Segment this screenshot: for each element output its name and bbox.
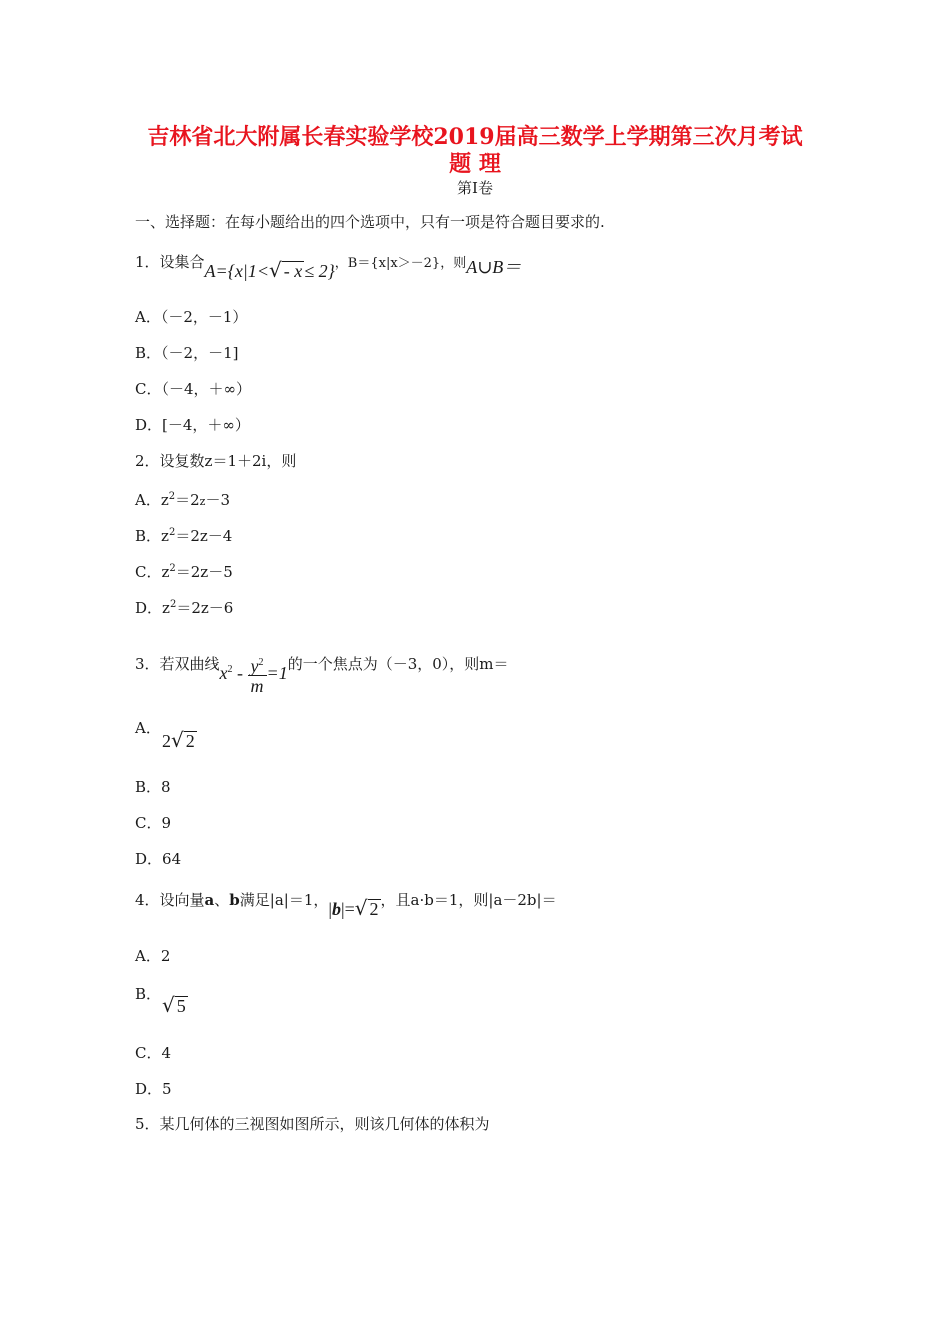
question-2-option-a: [135, 487, 230, 512]
question-4-prefix: 4．设向量: [135, 891, 205, 909]
set-a-radicand: - x: [283, 261, 303, 281]
fraction-denominator: m: [250, 676, 264, 696]
question-2-option-b: [135, 523, 232, 546]
y-exponent: 2: [258, 657, 264, 668]
question-4-option-b-value: [162, 995, 188, 1017]
hyperbola-equation: [219, 656, 288, 696]
norm-b-expression: [328, 896, 380, 920]
question-4-option-a: A．2: [135, 947, 171, 965]
question-3-stem: [135, 644, 509, 696]
question-3-option-a-label: A．: [135, 719, 161, 737]
option-d-exponent: 2: [169, 599, 177, 610]
question-4-suffix: ，且a·b＝1，则|a－2b|＝: [380, 891, 557, 909]
option-a-exponent: 2: [168, 491, 176, 502]
norm-b-radicand: 2: [369, 899, 379, 919]
x-exponent: 2: [227, 664, 233, 676]
question-1-prefix: 1．设集合: [135, 253, 205, 271]
question-1-option-a: A．（－2，－1）: [135, 308, 248, 326]
union-expression: A∪B＝: [466, 257, 522, 277]
option-c-rest: ＝2z－5: [175, 563, 233, 581]
set-b-expression: ，B＝{x|x＞－2}，则: [334, 256, 467, 271]
option-b-label: B．z: [135, 527, 169, 545]
set-a-expression: [204, 258, 335, 282]
radical-sign-icon: √: [171, 728, 184, 752]
option-c-label: C．z: [135, 563, 170, 581]
option-a-small-z: z: [199, 495, 206, 508]
question-4-stem: [135, 888, 557, 920]
equals-one: =1: [266, 663, 288, 684]
x-term: x: [219, 663, 228, 684]
vector-a: a: [204, 891, 215, 909]
question-4-option-c: C．4: [135, 1044, 172, 1062]
numerator-y: y: [250, 656, 259, 676]
section-heading: 一、选择题：在每小题给出的四个选项中，只有一项是符合题目要求的.: [135, 213, 605, 231]
set-a-right: ≤ 2}: [304, 261, 335, 281]
minus-sign: -: [232, 663, 248, 684]
question-4-option-b-label: B．: [135, 985, 162, 1003]
question-3-option-b: B．8: [135, 778, 171, 796]
option-a-equals: ＝2: [175, 491, 200, 509]
question-1-option-b: B．（－2，－1]: [135, 344, 239, 362]
set-a-middle: ={x|1<: [215, 261, 269, 281]
option-a-coefficient: 2: [162, 731, 171, 751]
document-title-line-2: 题 理: [449, 151, 501, 177]
question-1-option-d: D．[－4，＋∞）: [135, 416, 250, 434]
norm-b-vector: b: [332, 899, 342, 919]
option-d-rest: ＝2z－6: [176, 599, 234, 617]
norm-left-bar: |: [328, 899, 333, 919]
radical-sign-icon: √: [268, 258, 282, 282]
question-2-stem: 2．设复数z＝1＋2i，则: [135, 452, 297, 470]
option-d-label: D．z: [135, 599, 170, 617]
question-4-option-d: D．5: [135, 1080, 172, 1098]
question-1-option-c: C．（－4，＋∞）: [135, 380, 252, 398]
question-3-option-d: D．64: [135, 850, 182, 868]
question-2-option-d: [135, 595, 233, 618]
separator: 、: [214, 891, 230, 909]
option-b-rest: ＝2z－4: [175, 527, 233, 545]
vector-b: b: [229, 891, 240, 909]
option-b-exponent: 2: [168, 527, 176, 538]
question-1-stem: [135, 250, 522, 282]
question-3-option-a-value: [162, 730, 197, 752]
volume-label: 第Ⅰ卷: [457, 179, 493, 197]
y2-over-m-fraction: [248, 654, 267, 696]
norm-right-bar: |=: [341, 899, 355, 919]
question-2-option-c: [135, 559, 233, 582]
fraction-numerator: [248, 654, 267, 676]
option-a-label: A．z: [135, 491, 169, 509]
document-title-line-1: 吉林省北大附属长春实验学校2019届高三数学上学期第三次月考试: [147, 124, 803, 150]
question-3-option-c: C．9: [135, 814, 172, 832]
question-3-prefix: 3．若双曲线: [135, 655, 220, 674]
option-a-radicand: 2: [185, 731, 195, 751]
radical-sign-icon: √: [354, 896, 368, 920]
option-b-radicand: 5: [176, 996, 186, 1016]
option-a-tail: －3: [205, 491, 231, 509]
radical-sign-icon: √: [162, 993, 175, 1017]
question-5-stem: 5．某几何体的三视图如图所示，则该几何体的体积为: [135, 1115, 490, 1133]
norm-a-condition: 满足|a|＝1，: [239, 891, 329, 909]
set-a-symbol: A: [204, 261, 216, 281]
option-c-exponent: 2: [169, 563, 176, 574]
question-3-suffix: 的一个焦点为（－3，0），则m＝: [287, 655, 509, 674]
